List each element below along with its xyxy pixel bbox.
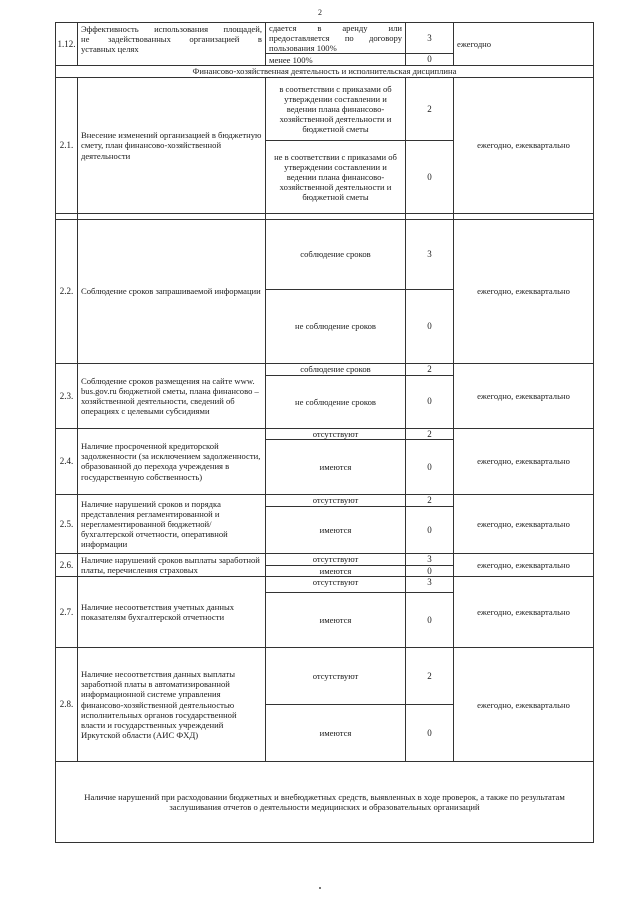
criterion-line: пользования 100% (269, 43, 337, 54)
criterion-cell: отсутствуют (266, 648, 406, 705)
points-cell: 2 (406, 364, 454, 376)
evaluation-criteria-table (55, 22, 594, 843)
points-cell: 2 (406, 78, 454, 141)
row-number: 2.8. (56, 648, 78, 762)
criterion-cell: в соответствии с приказами об утверждении составлении и ведении плана финансово-хозяйственной деятельности и бюджетной сметы (266, 78, 406, 141)
criterion-cell: соблюдение сроков (266, 220, 406, 290)
points-cell: 0 (406, 440, 454, 495)
table-row-2-8 (56, 648, 594, 705)
criterion-cell: имеются (266, 705, 406, 762)
period-cell: ежегодно, ежеквартально (454, 220, 594, 364)
points-cell: 3 (406, 220, 454, 290)
criterion-cell: не соблюдение сроков (266, 375, 406, 428)
indicator-cell: Наличие несоответствия данных выплаты заработной платы в автоматизированной информационной системе управления финансово-хозяйственной деятельностью исполнительных органов государственной власти и государственных учреждений Иркутской области (АИС ФХД) (78, 648, 266, 762)
criterion-cell: имеются (266, 440, 406, 495)
indicator-line: Эффективность использования площадей, (81, 24, 262, 34)
points-cell: 0 (406, 375, 454, 428)
period-cell: ежегодно, ежеквартально (454, 364, 594, 429)
period-cell: ежегодно, ежеквартально (454, 648, 594, 762)
row-number: 1.12. (56, 23, 78, 66)
points-cell: 0 (406, 54, 454, 66)
points-cell: 2 (406, 648, 454, 705)
table-row-2-3 (56, 364, 594, 376)
table-row-2-7 (56, 577, 594, 593)
criterion-cell: имеются (266, 593, 406, 648)
indicator-line: уставных целях (81, 44, 139, 55)
indicator-cell: Наличие нарушений сроков выплаты заработной платы, перечисления страховых (78, 553, 266, 576)
row-number: 2.6. (56, 553, 78, 576)
criterion-cell: не соблюдение сроков (266, 290, 406, 364)
section-title: Финансово-хозяйственная деятельность и исполнительская дисциплина (56, 66, 594, 78)
indicator-cell: Наличие несоответствия учетных данных показателям бухгалтерской отчетности (78, 577, 266, 648)
section-header-row (56, 66, 594, 78)
period-cell: ежегодно (454, 23, 594, 66)
indicator-cell (78, 23, 266, 66)
indicator-cell: Наличие просроченной кредиторской задолженности (за исключением задолженности, образованной до перехода учреждения в государственную собственность) (78, 428, 266, 495)
indicator-cell: Внесение изменений организацией в бюджетную смету, план финансово-хозяйственной деятельности (78, 78, 266, 214)
indicator-cell: Наличие нарушений сроков и порядка представления регламентированной и нерегламентированной бюджетной/бухгалтерской отчетности, оперативной информации (78, 495, 266, 554)
period-cell: ежегодно, ежеквартально (454, 495, 594, 554)
row-number: 2.7. (56, 577, 78, 648)
indicator-cell: Соблюдение сроков запрашиваемой информации (78, 220, 266, 364)
table-row-2-6 (56, 553, 594, 565)
criterion-cell: отсутствуют (266, 553, 406, 565)
criterion-cell: отсутствуют (266, 577, 406, 593)
criterion-cell: имеются (266, 506, 406, 553)
points-cell: 3 (406, 577, 454, 593)
period-cell: ежегодно, ежеквартально (454, 577, 594, 648)
period-cell: ежегодно, ежеквартально (454, 78, 594, 214)
criterion-cell (266, 23, 406, 54)
indicator-line: не задействованных организацией в (81, 34, 262, 45)
points-cell: 0 (406, 506, 454, 553)
points-cell: 3 (406, 553, 454, 565)
scan-speck (319, 887, 321, 889)
criterion-line: сдается в аренду или (269, 23, 402, 33)
table-row-2-5 (56, 495, 594, 507)
criterion-line: предоставляется по договору (269, 33, 402, 44)
criterion-cell: менее 100% (266, 54, 406, 66)
points-cell: 0 (406, 141, 454, 214)
criterion-cell: отсутствуют (266, 495, 406, 507)
criterion-cell: отсутствуют (266, 428, 406, 440)
row-number: 2.1. (56, 78, 78, 214)
criterion-cell: соблюдение сроков (266, 364, 406, 376)
row-number: 2.2. (56, 220, 78, 364)
row-number: 2.3. (56, 364, 78, 429)
points-cell: 0 (406, 593, 454, 648)
criterion-cell: имеются (266, 565, 406, 577)
period-cell: ежегодно, ежеквартально (454, 428, 594, 495)
points-cell: 0 (406, 565, 454, 577)
table-row-2-2 (56, 220, 594, 290)
points-cell: 3 (406, 23, 454, 54)
footnote-row (56, 762, 594, 843)
criterion-cell: не в соответствии с приказами об утверждении составлении и ведении плана финансово-хозяйственной деятельности и бюджетной сметы (266, 141, 406, 214)
page-number: 2 (318, 8, 322, 17)
table-row-1-12 (56, 23, 594, 54)
points-cell: 0 (406, 290, 454, 364)
points-cell: 2 (406, 428, 454, 440)
row-number: 2.5. (56, 495, 78, 554)
indicator-cell: Соблюдение сроков размещения на сайте www. bus.gov.ru бюджетной сметы, плана финансово – хозяйственной деятельности, сведений об операциях с целевыми субсидиями (78, 364, 266, 429)
row-number: 2.4. (56, 428, 78, 495)
period-cell: ежегодно, ежеквартально (454, 553, 594, 576)
footnote-text: Наличие нарушений при расходовании бюджетных и внебюджетных средств, выявленных в ходе проверок, а также по результатам заслушивания отчетов о деятельности медицинских и образовательных организаций (56, 762, 594, 843)
table-row-2-4 (56, 428, 594, 440)
points-cell: 0 (406, 705, 454, 762)
table-row-2-1 (56, 78, 594, 141)
points-cell: 2 (406, 495, 454, 507)
